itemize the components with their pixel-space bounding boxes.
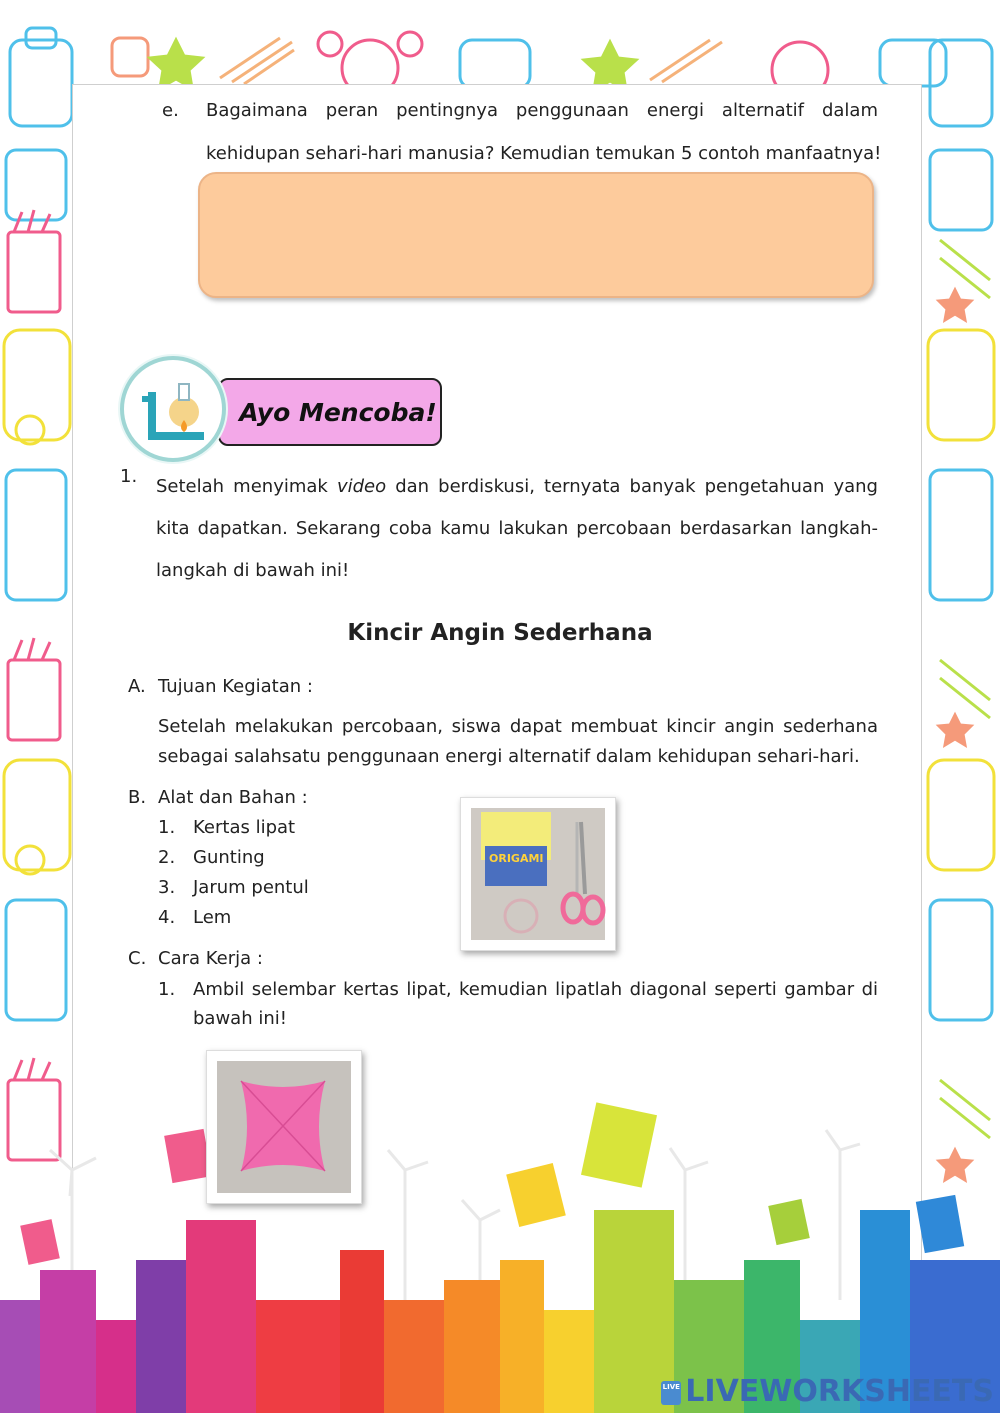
instruction-text-italic: video bbox=[336, 476, 387, 497]
section-a-letter: A. bbox=[128, 676, 146, 697]
section-a-line-1: Setelah melakukan percobaan, siswa dapat membuat kincir angin sederhana bbox=[158, 716, 878, 737]
instruction-paragraph bbox=[156, 466, 878, 592]
material-number: 1. bbox=[158, 817, 176, 838]
liveworksheets-logo-icon: LIVE bbox=[661, 1381, 681, 1405]
instruction-text-start: Setelah menyimak bbox=[156, 476, 337, 497]
material-number: 2. bbox=[158, 847, 176, 868]
lab-equipment-icon bbox=[120, 356, 226, 462]
question-letter: e. bbox=[162, 100, 179, 121]
section-a-title: Tujuan Kegiatan : bbox=[158, 676, 313, 697]
material-number: 4. bbox=[158, 907, 176, 928]
material-number: 3. bbox=[158, 877, 176, 898]
solar-panels bbox=[20, 1102, 964, 1265]
step-text-line-2: bawah ini! bbox=[193, 1008, 287, 1029]
section-b-title: Alat dan Bahan : bbox=[158, 787, 308, 808]
section-c-letter: C. bbox=[128, 948, 147, 969]
instruction-number: 1. bbox=[120, 466, 138, 487]
step-number: 1. bbox=[158, 979, 176, 1000]
folded-paper-photo bbox=[206, 1050, 362, 1204]
question-text-line-2: kehidupan sehari-hari manusia? Kemudian temukan 5 contoh manfaatnya! bbox=[206, 143, 882, 164]
liveworksheets-label: LIVEWORKSHEETS bbox=[685, 1374, 994, 1409]
section-badge-label: Ayo Mencoba! bbox=[218, 378, 442, 446]
activity-title: Kincir Angin Sederhana bbox=[347, 620, 653, 646]
instruction-text-end: dan berdiskusi, ternyata banyak pengetahuan yang kita dapatkan. Sekarang coba kamu lakukan percobaan berdasarkan langkah-langkah di bawah ini! bbox=[156, 476, 878, 581]
liveworksheets-watermark bbox=[661, 1374, 994, 1409]
answer-input-box[interactable] bbox=[198, 172, 874, 298]
material-item: Kertas lipat bbox=[193, 817, 296, 838]
section-b-letter: B. bbox=[128, 787, 147, 808]
material-item: Gunting bbox=[193, 847, 265, 868]
material-item: Lem bbox=[193, 907, 232, 928]
question-text-line-1: Bagaimana peran pentingnya penggunaan energi alternatif dalam bbox=[206, 100, 878, 121]
step-text-line-1: Ambil selembar kertas lipat, kemudian lipatlah diagonal seperti gambar di bbox=[193, 979, 878, 1000]
material-item: Jarum pentul bbox=[193, 877, 309, 898]
materials-photo bbox=[460, 797, 616, 951]
section-c-title: Cara Kerja : bbox=[158, 948, 263, 969]
section-a-line-2: sebagai salahsatu penggunaan energi alternatif dalam kehidupan sehari-hari. bbox=[158, 746, 860, 767]
origami-pack-brand: ORIGAMI bbox=[489, 852, 544, 865]
